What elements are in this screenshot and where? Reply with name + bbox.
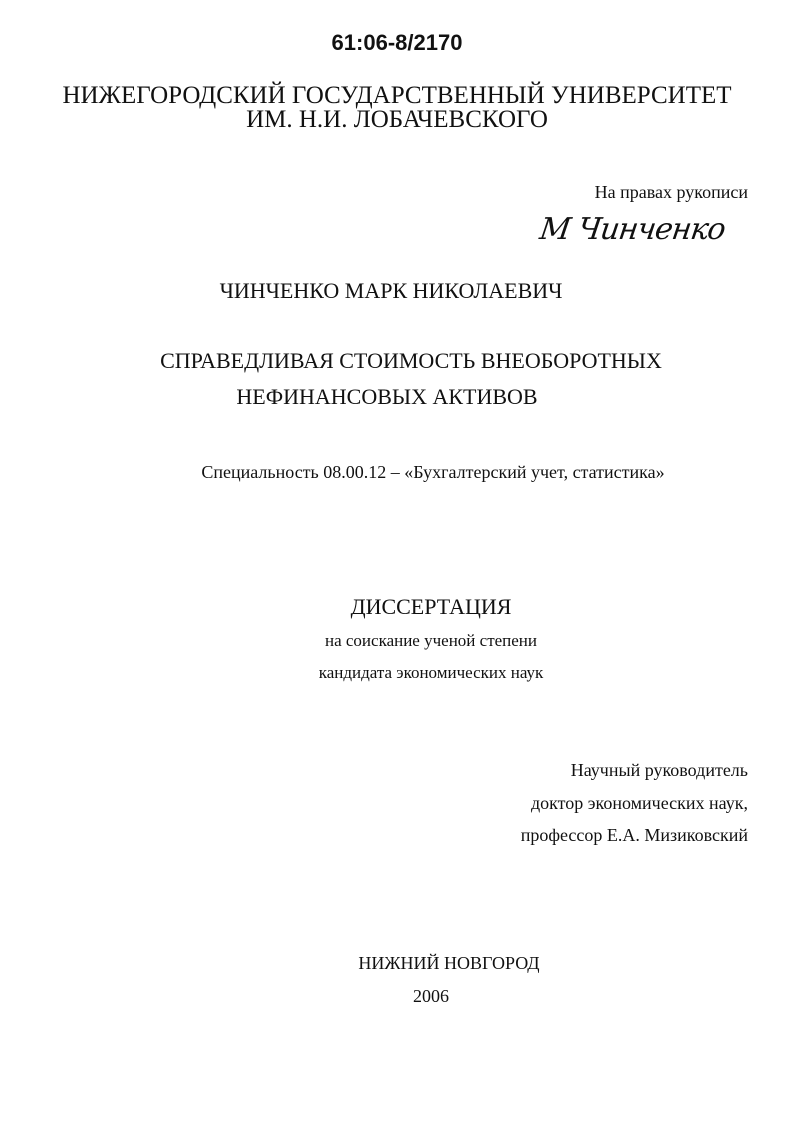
university-name-line2: ИМ. Н.И. ЛОБАЧЕВСКОГО — [246, 106, 548, 133]
year: 2006 — [413, 986, 449, 1006]
city: НИЖНИЙ НОВГОРОД — [358, 953, 540, 973]
document-type: ДИССЕРТАЦИЯ — [350, 594, 512, 619]
university-name: НИЖЕГОРОДСКИЙ ГОСУДАРСТВЕННЫЙ УНИВЕРСИТЕТ — [62, 82, 732, 109]
manuscript-note: На правах рукописи — [594, 182, 748, 202]
author-signature: М Чинченко — [537, 212, 728, 247]
document-code: 61:06-8/2170 — [331, 30, 463, 55]
degree-line2: кандидата экономических наук — [318, 663, 544, 682]
supervisor-label: Научный руководитель — [570, 760, 748, 780]
author-name: ЧИНЧЕНКО МАРК НИКОЛАЕВИЧ — [219, 278, 563, 303]
supervisor-degree: доктор экономических наук, — [531, 793, 748, 813]
thesis-title-line2: НЕФИНАНСОВЫХ АКТИВОВ — [236, 384, 538, 409]
degree-line1: на соискание ученой степени — [324, 631, 538, 650]
specialty: Специальность 08.00.12 – «Бухгалтерский учет, статистика» — [201, 462, 665, 482]
thesis-title: СПРАВЕДЛИВАЯ СТОИМОСТЬ ВНЕОБОРОТНЫХ — [160, 348, 662, 373]
supervisor-name: профессор Е.А. Мизиковский — [520, 825, 748, 845]
